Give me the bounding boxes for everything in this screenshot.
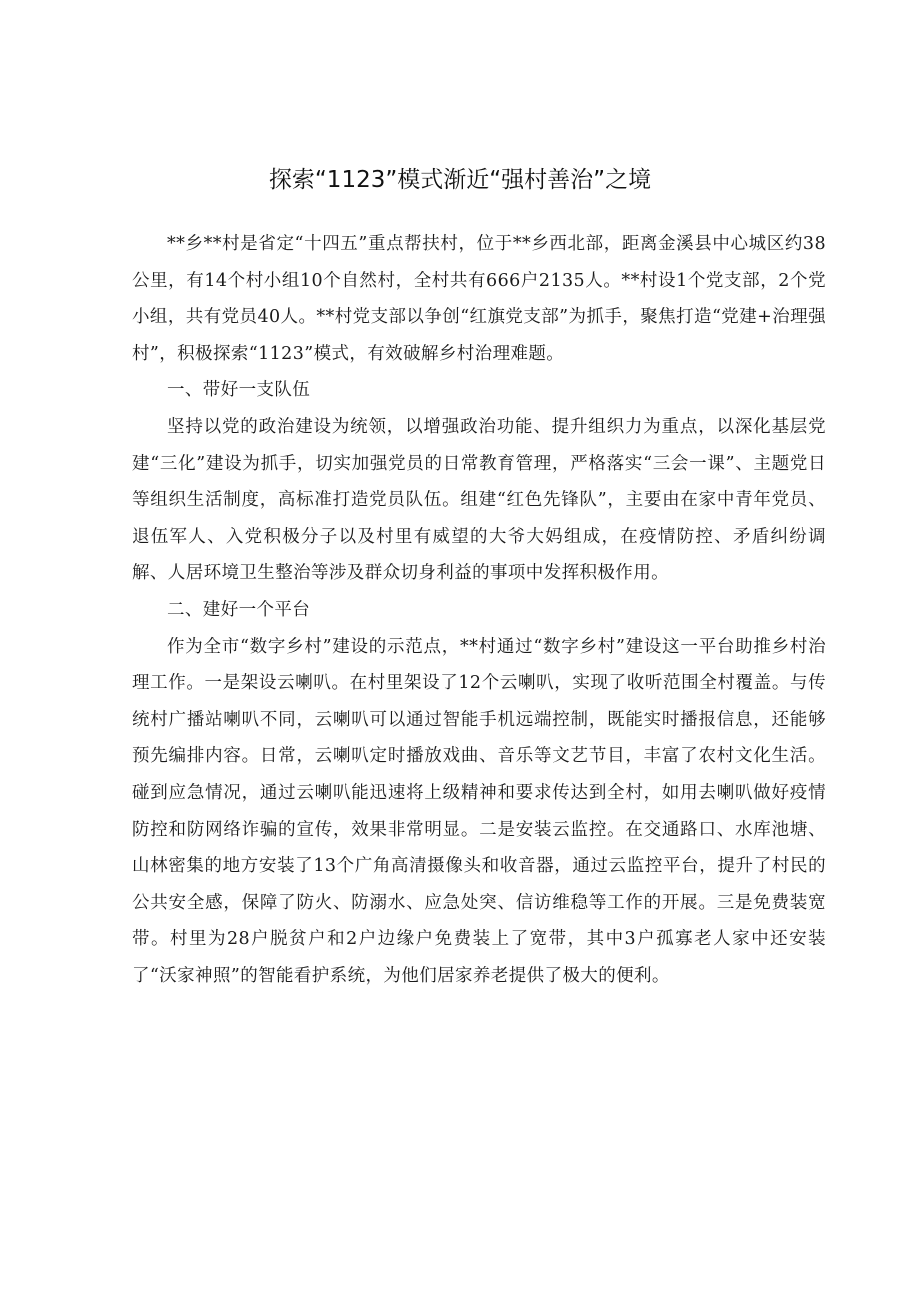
- section-paragraph-1: 坚持以党的政治建设为统领，以增强政治功能、提升组织力为重点，以深化基层党建“三化”建设为抓手，切实加强党员的日常教育管理，严格落实“三会一课”、主题党日等组织生活制度，高标准打造党员队伍。组建“红色先锋队”，主要由在家中青年党员、退伍军人、入党积极分子以及村里有威望的大爷大妈组成，在疫情防控、矛盾纠纷调解、人居环境卫生整治等涉及群众切身利益的事项中发挥积极作用。: [132, 416, 826, 584]
- section-heading-1: 一、带好一支队伍: [167, 380, 311, 401]
- document-body: [132, 226, 826, 994]
- section-paragraph-2: 作为全市“数字乡村”建设的示范点，**村通过“数字乡村”建设这一平台助推乡村治理工作。一是架设云喇叭。在村里架设了12个云喇叭，实现了收听范围全村覆盖。与传统村广播站喇叭不同，云喇叭可以通过智能手机远端控制，既能实时播报信息，还能够预先编排内容。日常，云喇叭定时播放戏曲、音乐等文艺节目，丰富了农村文化生活。碰到应急情况，通过云喇叭能迅速将上级精神和要求传达到全村，如用去喇叭做好疫情防控和防网络诈骗的宣传，效果非常明显。二是安装云监控。在交通路口、水库池塘、山林密集的地方安装了13个广角高清摄像头和收音器，通过云监控平台，提升了村民的公共安全感，保障了防火、防溺水、应急处突、信访维稳等工作的开展。三是免费装宽带。村里为28户脱贫户和2户边缘户免费装上了宽带，其中3户孤寡老人家中还安装了“沃家神照”的智能看护系统，为他们居家养老提供了极大的便利。: [132, 636, 826, 986]
- section-heading-2: 二、建好一个平台: [167, 599, 311, 620]
- intro-paragraph: **乡**村是省定“十四五”重点帮扶村，位于**乡西北部，距离金溪县中心城区约38公里，有14个村小组10个自然村，全村共有666户2135人。**村设1个党支部，2个党小组，共有党员40人。**村党支部以争创“红旗党支部”为抓手，聚焦打造“党建+治理强村”，积极探索“1123”模式，有效破解乡村治理难题。: [132, 234, 826, 364]
- document-title: 探索“1123”模式渐近“强村善治”之境: [268, 167, 652, 193]
